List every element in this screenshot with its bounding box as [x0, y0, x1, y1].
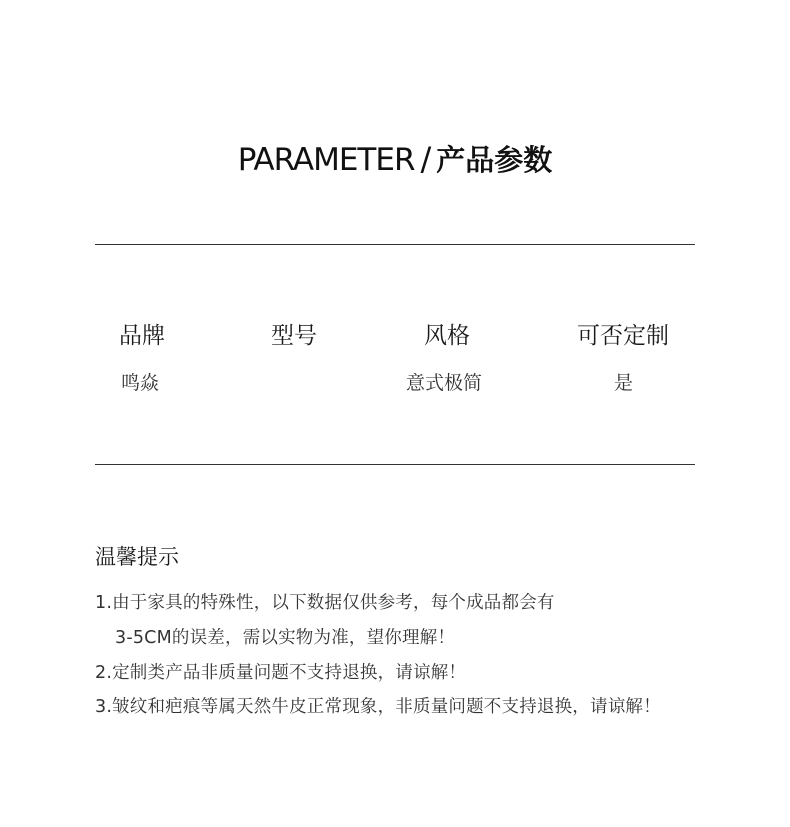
bottom-divider — [95, 464, 695, 465]
tip-line-2: 2.定制类产品非质量问题不支持退换，请谅解！ — [95, 663, 467, 683]
param-customizable-value: 是 — [614, 372, 634, 394]
param-customizable-label: 可否定制 — [577, 323, 669, 349]
top-divider — [95, 244, 695, 245]
tip-line-1: 1.由于家具的特殊性，以下数据仅供参考，每个成品都会有 — [95, 593, 555, 613]
page-title-en: PARAMETER — [237, 142, 415, 178]
page-title-separator: / — [420, 140, 431, 178]
tip-line-1-continued: 3-5CM的误差，需以实物为准，望你理解！ — [115, 628, 456, 648]
page-title-zh: 产品参数 — [436, 143, 553, 177]
tips-title: 温馨提示 — [95, 545, 179, 569]
param-style-value: 意式极简 — [406, 372, 483, 394]
param-brand-value: 鸣焱 — [121, 372, 160, 394]
param-style-label: 风格 — [424, 323, 470, 349]
param-model-label: 型号 — [271, 323, 317, 349]
tip-line-3: 3.皱纹和疤痕等属天然牛皮正常现象，非质量问题不支持退换，请谅解！ — [95, 697, 661, 717]
page-title — [0, 138, 790, 179]
param-brand-label: 品牌 — [119, 323, 165, 349]
